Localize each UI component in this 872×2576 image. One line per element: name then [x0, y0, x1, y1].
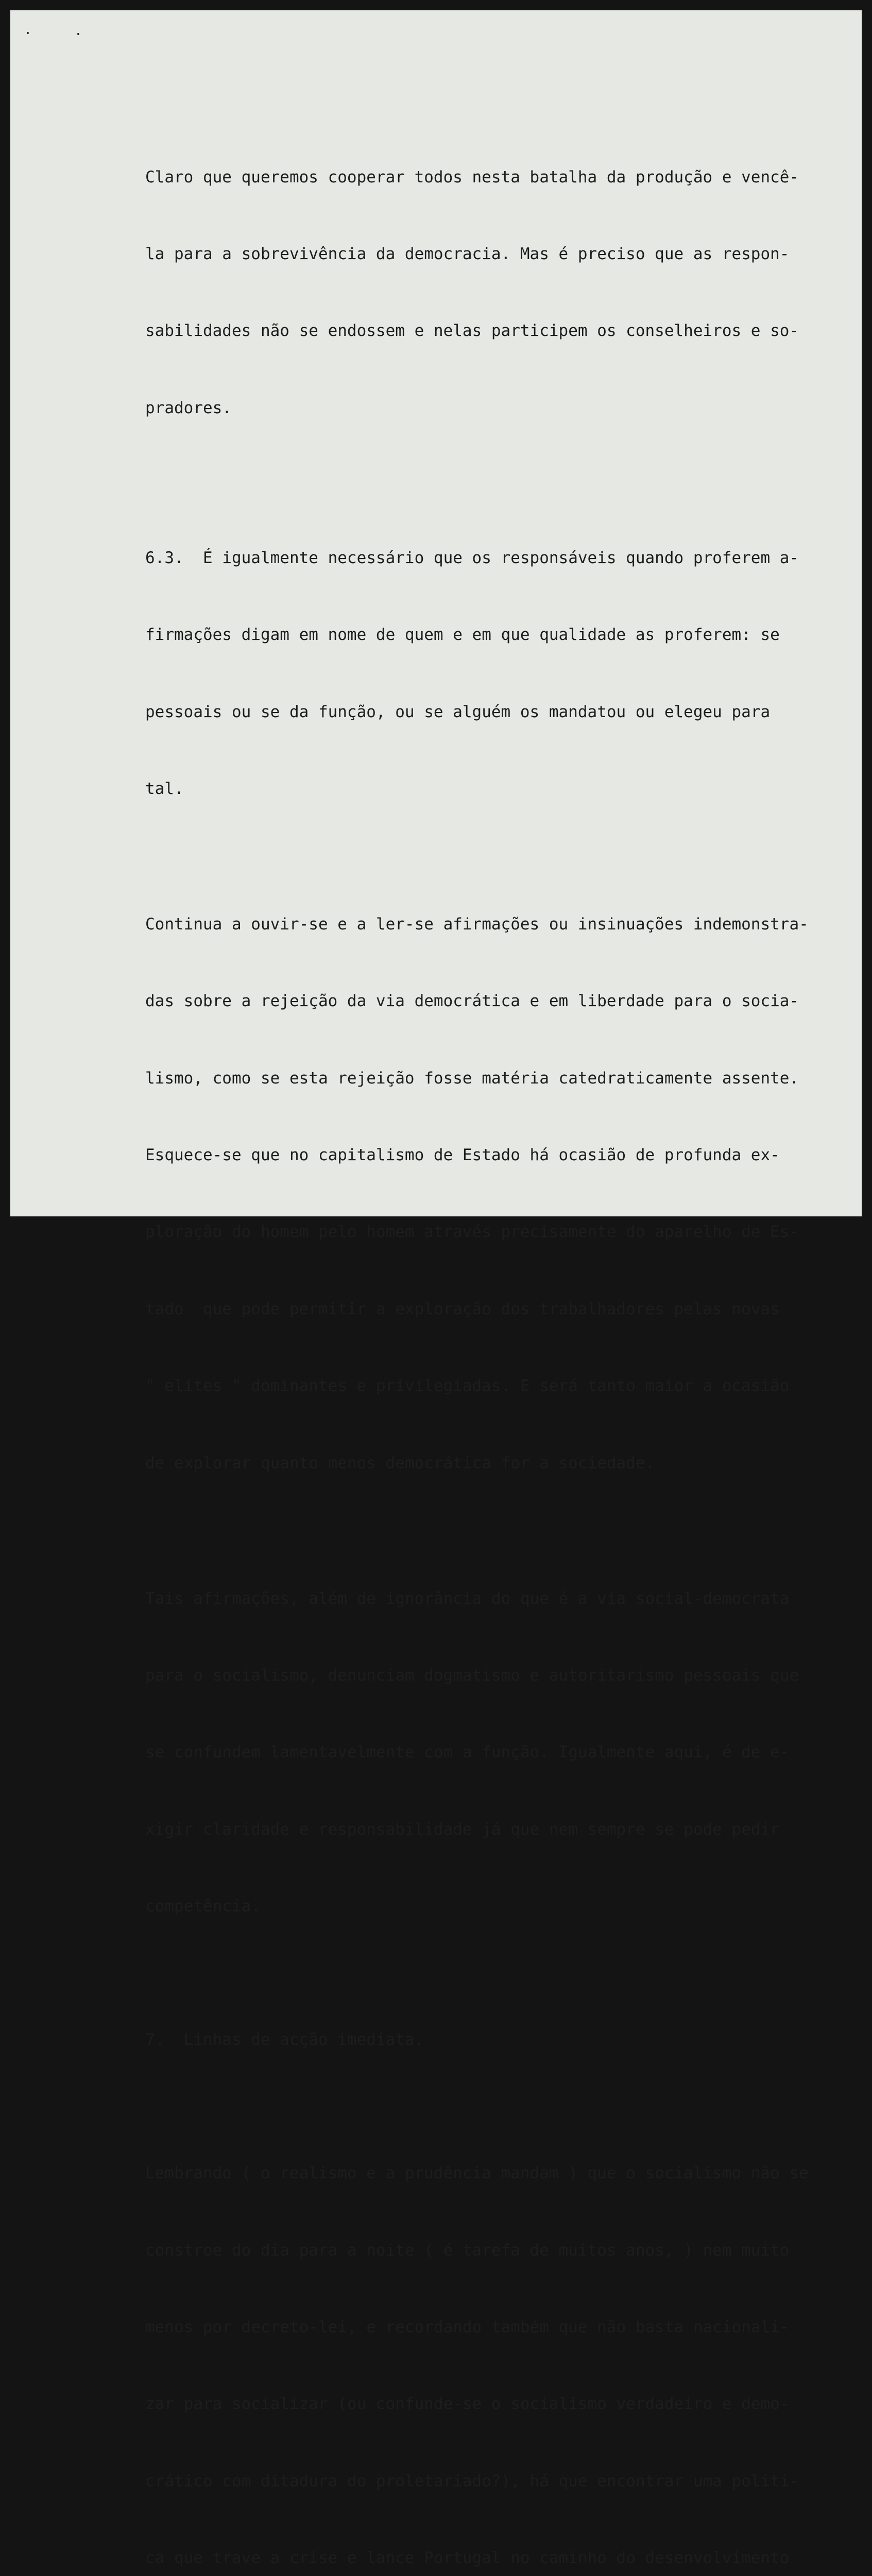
text-line: pradores. — [145, 398, 232, 417]
text-line: tado que pode permitir a exploração dos trabalhadores pelas novas — [145, 1299, 780, 1318]
text-line: para o socialismo, denunciam dogmatismo e autoritarismo pessoais que — [145, 1666, 799, 1685]
text-line: Continua a ouvir-se e a ler-se afirmações ou insinuações indemonstra- — [145, 914, 809, 934]
text-line: 7. Linhas de acção imediata. — [145, 2030, 424, 2049]
text-line: zar para socializar (ou confunde-se o socialismo verdadeiro e demo- — [145, 2395, 790, 2414]
scan-speck — [27, 32, 29, 34]
text-line: " elites " dominantes e privilegiadas. E será tanto maior a ocasião — [145, 1377, 790, 1396]
text-line: Esquece-se que no capitalismo de Estado há ocasião de profunda ex- — [145, 1146, 780, 1165]
scanned-page — [10, 10, 862, 2568]
text-line: crático com ditadura do proletariado?), há que encontrar uma politi- — [145, 2471, 799, 2490]
text-line: lismo, como se esta rejeição fosse matéria catedraticamente assente. — [145, 1069, 799, 1088]
text-line: Claro que queremos cooperar todos nesta batalha da produção e vencê- — [145, 167, 799, 187]
text-line: Tais afirmações, além de ignorância do que é a via social-democrata — [145, 1589, 790, 1608]
text-line: menos por decreto-lei, e recordando também que não basta nacionali- — [145, 2317, 790, 2336]
text-line: Lembrando ( o realismo e a prudência mandam ) que o socialismo não se — [145, 2164, 809, 2183]
text-line: sabilidades não se endossem e nelas participem os conselheiros e so- — [145, 321, 799, 341]
text-line: se confundem lamentavelmente com a função. Igualmente aqui, é de e- — [145, 1743, 790, 1762]
text-line: constroe do dia para a noite ( é tarefa de muitos anos, ) nem muito — [145, 2241, 790, 2260]
section-heading — [145, 1976, 753, 2105]
paragraph — [145, 860, 809, 1528]
paragraph — [145, 113, 799, 472]
paragraph — [145, 2110, 809, 2576]
paragraph — [145, 494, 799, 853]
text-line: 6.3. É igualmente necessário que os responsáveis quando proferem a- — [145, 548, 799, 567]
scan-speck — [77, 33, 79, 35]
paragraph — [145, 1535, 799, 1971]
text-line: ca que trave a crise e lance Portugal no caminho do desenvolvimento — [145, 2549, 790, 2568]
text-line: tal. — [145, 779, 184, 798]
text-line: competência. — [145, 1897, 261, 1916]
text-line: la para a sobrevivência da democracia. Mas é preciso que as respon- — [145, 244, 790, 263]
text-line: ploração do homem pelo homem através precisamente do aparelho de Es- — [145, 1223, 799, 1242]
text-line: de explorar quanto menos democrática for a sociedade. — [145, 1453, 655, 1472]
text-line: firmações digam em nome de quem e em que qualidade as proferem: se — [145, 625, 780, 645]
text-line: xigir claridade e responsabilidade já que nem sempre se pode pedir — [145, 1820, 780, 1839]
text-line: das sobre a rejeição da via democrática e em liberdade para o socia- — [145, 992, 799, 1011]
document-body — [145, 113, 809, 2576]
text-line: pessoais ou se da função, ou se alguém os mandatou ou elegeu para — [145, 702, 771, 721]
